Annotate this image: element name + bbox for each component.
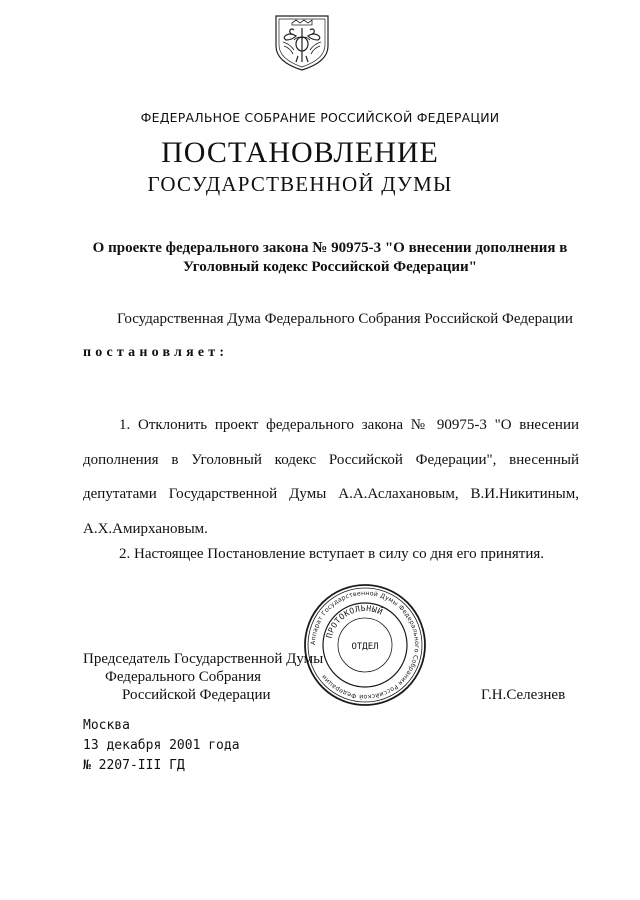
signatory-name: Г.Н.Селезнев	[481, 687, 566, 703]
round-stamp-seal	[300, 580, 430, 710]
subject-heading	[70, 239, 590, 277]
document-title: ПОСТАНОВЛЕНИЕ	[161, 136, 439, 169]
signatory-title-line-1: Председатель Государственной Думы	[83, 651, 324, 667]
resolution-item-2: 2. Настоящее Постановление вступает в силу со дня его принятия.	[119, 546, 545, 562]
subject-line-2: Уголовный кодекс Российской Федерации"	[183, 259, 477, 275]
seal-center-text: ОТДЕЛ	[351, 642, 379, 652]
intro-paragraph: Государственная Дума Федерального Собрания Российской Федерации	[117, 311, 573, 327]
subject-line-1: О проекте федерального закона № 90975-3 "О внесении дополнения в	[92, 240, 568, 256]
resolution-item-1: 1. Отклонить проект федерального закона № 90975-3 "О внесении дополнения в Уголовный кодекс Российской Федерации", внесенный депутатами Государственной Думы А.А.Аслахановым, В.И.Никитиным, А.Х.Амирхановым.	[83, 417, 579, 537]
seal-inner-text: ПРОТОКОЛЬНЫЙ	[324, 603, 385, 640]
signatory-title-line-2: Федерального Собрания	[105, 669, 262, 685]
document-subtitle: ГОСУДАРСТВЕННОЙ ДУМЫ	[147, 172, 453, 196]
resolves-word: постановляет:	[83, 345, 229, 360]
place-of-adoption: Москва	[83, 718, 130, 733]
assembly-heading: ФЕДЕРАЛЬНОЕ СОБРАНИЕ РОССИЙСКОЙ ФЕДЕРАЦИИ	[140, 110, 500, 125]
double-headed-eagle-emblem-icon	[270, 10, 334, 72]
signatory-title-line-3: Российской Федерации	[122, 687, 271, 703]
date-of-adoption: 13 декабря 2001 года	[83, 738, 240, 753]
svg-text:ПРОТОКОЛЬНЫЙ	[325, 604, 385, 639]
document-number: № 2207-III ГД	[83, 758, 185, 773]
seal-outer-text: Аппарат Государственной Думы Федерального Собрания Российской Федерации	[309, 589, 421, 701]
